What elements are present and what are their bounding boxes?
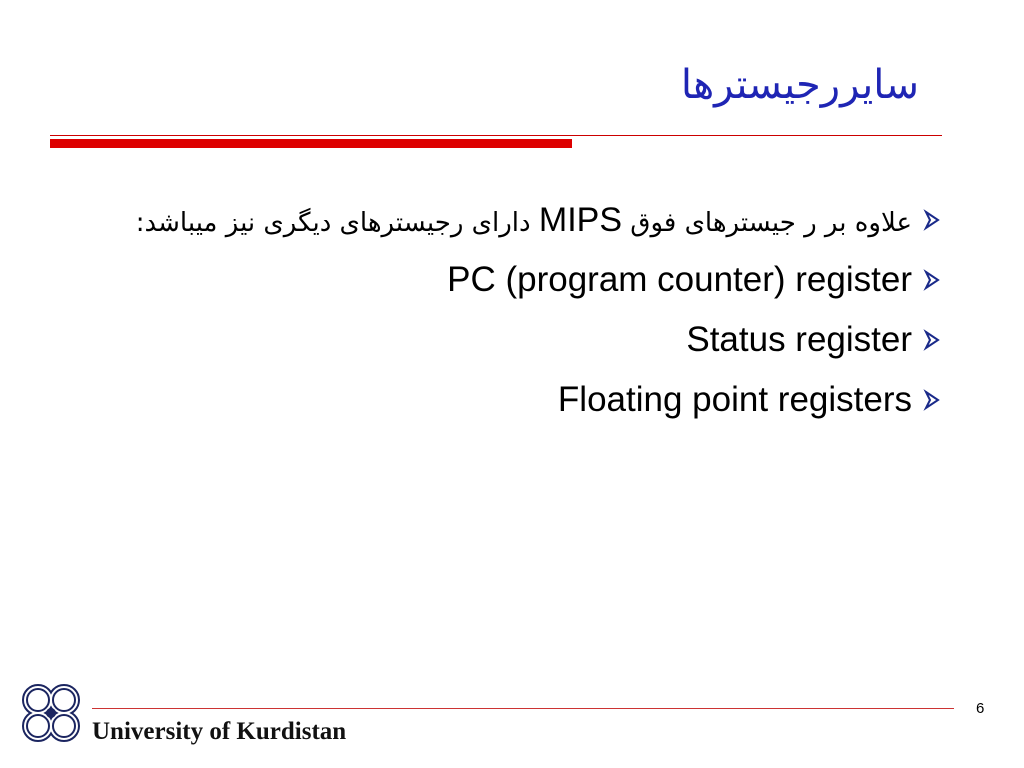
university-name: University of Kurdistan (92, 718, 347, 745)
bullet-item (44, 310, 944, 370)
slide-title: سایررجیسترها (680, 62, 919, 108)
arrow-bullet-icon (922, 269, 944, 291)
intro-text-after: دارای رجیسترهای دیگری نیز میباشد: (135, 207, 531, 238)
bullet-text: PC (program counter) register (447, 260, 912, 299)
intro-text-mips: MIPS (538, 200, 622, 239)
footer-rule (92, 708, 954, 709)
bullet-text: Status register (686, 320, 912, 359)
intro-text-before: علاوه بر ر جیسترهای فوق (630, 207, 912, 238)
bullet-item (44, 250, 944, 310)
bullet-list (44, 190, 944, 430)
page-number: 6 (976, 700, 985, 717)
arrow-bullet-icon (922, 329, 944, 351)
arrow-bullet-icon (922, 389, 944, 411)
bullet-item (44, 190, 944, 250)
bullet-text-intro (136, 201, 912, 240)
arrow-bullet-icon (922, 209, 944, 231)
bullet-item (44, 370, 944, 430)
bullet-text: Floating point registers (557, 380, 912, 419)
title-rule-thick (50, 139, 572, 148)
university-knot-logo-icon (16, 678, 86, 748)
title-rule-thin (50, 135, 942, 136)
